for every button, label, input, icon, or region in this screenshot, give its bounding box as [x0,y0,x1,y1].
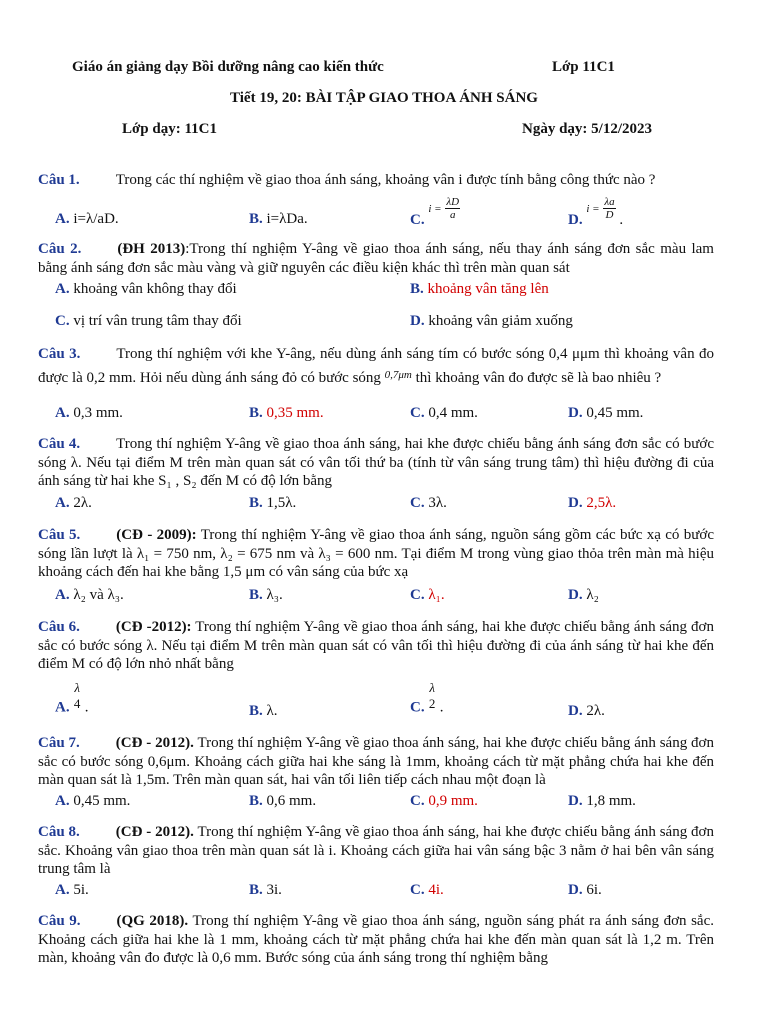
option-label: A. [55,882,70,898]
option-label: B. [249,211,263,227]
option-label: B. [249,703,263,719]
option-label: C. [410,699,425,716]
option-text: i=λ/aD. [73,211,119,227]
option-label: D. [410,313,425,329]
option-text-correct: 0,35 mm. [266,405,324,421]
option-text: 1,8 mm. [586,793,636,809]
question-source: (ĐH 2013) [117,241,186,257]
option-7d[interactable] [568,792,636,810]
question-text: Trong thí nghiệm Y-âng về giao thoa ánh sáng, nguồn sáng phát ra ánh sáng đơn sắc. Khoảng cách giữa hai khe là 1 mm, khoảng cách từ mặt phẳng chứa hai khe đến màn quan sát là 1,2 m. Trên màn, khoảng vân đo được là 0,6 mm. Bước sóng của ánh sáng trong thí nghiệm bằng [38,913,714,966]
option-text: 1,5λ. [266,495,297,511]
option-2a[interactable] [55,280,237,298]
question-source: (CĐ - 2009): [116,527,197,543]
question-label: Câu 3. [38,346,81,362]
option-label: C. [410,587,425,603]
question-5 [38,526,714,582]
formula-prefix: i = [586,202,600,215]
option-text-correct: λ₁. [428,587,445,603]
option-label: A. [55,281,70,297]
option-label: C. [410,793,425,809]
date-label: Ngày dạy: 5/12/2023 [522,121,653,137]
option-text: 6i. [586,882,602,898]
option-text: 0,6 mm. [266,793,317,809]
option-label: D. [568,793,583,809]
option-text-correct: khoảng vân tăng lên [427,281,549,297]
fraction-numerator: λa [604,196,615,208]
option-label: B. [249,793,263,809]
option-7b[interactable] [249,792,316,810]
question-text: Trong thí nghiệm Y-âng về giao thoa ánh sáng, nguồn sáng gồm các bức xạ có bước sóng lần lượt là λ₁ = 750 nm, λ₂ = 675 nm và λ₃ = 600 nm. Tại điểm M trong vùng giao thỏa trên màn mà hiệu khoảng cách đến hai khe bằng 1,5 μm có vân sáng của bức xạ [38,527,714,580]
question-4 [38,435,714,491]
class-label: Lớp dạy: 11C1 [122,121,217,137]
option-text-correct: 0,9 mm. [428,793,478,809]
option-text: khoảng vân không thay đổi [73,281,237,297]
header-subject: Giáo án giảng dạy Bồi dưỡng nâng cao kiến thức [72,59,384,75]
question-7 [38,734,714,790]
formula-fraction [603,196,615,221]
option-label: D. [568,405,583,421]
option-label: A. [55,211,70,227]
option-3b[interactable] [249,404,324,422]
option-label: A. [55,699,70,716]
formula-prefix: i = [428,202,442,215]
option-text: khoảng vân giảm xuống [428,313,573,329]
question-label: Câu 4. [38,436,81,452]
option-3c[interactable] [410,404,478,422]
option-label: D. [568,882,583,898]
question-9 [38,912,714,968]
option-3d[interactable] [568,404,643,422]
option-1b[interactable] [249,210,308,228]
option-label: C. [410,882,425,898]
option-text: 0,45 mm. [586,405,644,421]
option-8b[interactable] [249,881,282,899]
question-text: Trong thí nghiệm với khe Y-âng, nếu dùng ánh sáng tím có bước sóng 0,4 μμm thì khoảng vân đo được là 0,2 mm. Hỏi nếu dùng ánh sáng đỏ có bước sóng [38,346,714,386]
option-label: A. [55,587,70,603]
option-3a[interactable] [55,404,123,422]
question-source: (CĐ - 2012). [115,735,194,751]
option-text: λ₃. [266,587,283,603]
option-7a[interactable] [55,792,130,810]
option-4a[interactable] [55,494,92,512]
question-text: Trong các thí nghiệm về giao thoa ánh sáng, khoảng vân i được tính bằng công thức nào ? [115,172,656,188]
option-5d[interactable] [568,586,599,604]
option-text: λ. [266,703,278,719]
option-text: 0,4 mm. [428,405,478,421]
option-text: vị trí vân trung tâm thay đổi [73,313,242,329]
question-text: Trong thí nghiệm Y-âng về giao thoa ánh sáng, hai khe được chiếu bằng ánh sáng đơn sắc có bước sóng λ. Nếu tại điểm M trên màn quan sát có vân tối thì hiệu đường đi của ánh sáng từ hai khe đến điểm M có độ lớn nhỏ nhất bằng [38,619,714,672]
question-label: Câu 6. [38,619,80,635]
option-1c[interactable] [410,196,460,228]
question-label: Câu 8. [38,824,80,840]
option-text: 3i. [266,882,282,898]
option-label: D. [568,703,583,719]
page-title: Tiết 19, 20: BÀI TẬP GIAO THOA ÁNH SÁNG [230,90,538,106]
option-6a[interactable]: A. λ 4 . [55,680,89,716]
question-3 [38,344,714,388]
option-5b[interactable] [249,586,283,604]
option-label: A. [55,405,70,421]
question-label: Câu 9. [38,913,81,929]
option-5c[interactable] [410,586,445,604]
option-2c[interactable] [55,312,242,330]
option-8c[interactable] [410,881,444,899]
question-text-continued: thì khoảng vân đo được sẽ là bao nhiêu ? [415,369,662,386]
option-text: 2λ. [73,495,92,511]
option-label: A. [55,495,70,511]
option-4b[interactable] [249,494,296,512]
question-label: Câu 2. [38,241,82,257]
option-8d[interactable] [568,881,602,899]
option-label: B. [410,281,424,297]
option-label: C. [410,405,425,421]
fraction-numerator: λ [74,680,80,695]
option-1a[interactable] [55,210,119,228]
option-text: 2λ. [586,703,605,719]
option-2b[interactable] [410,280,549,298]
header-class: Lớp 11C1 [552,59,615,75]
question-8 [38,823,714,879]
option-label: D. [568,211,583,228]
question-label: Câu 7. [38,735,80,751]
option-text: i=λDa. [266,211,308,227]
formula-fraction [428,680,436,712]
fraction-denominator: 4 [73,696,81,711]
option-text: λ₂ [586,587,599,603]
option-text-correct: 4i. [428,882,444,898]
option-text: 5i. [73,882,89,898]
option-label: C. [410,211,425,228]
question-source: (QG 2018). [116,913,189,929]
question-text: Trong thí nghiệm Y-âng về giao thoa ánh sáng, hai khe được chiếu bằng ánh sáng đơn sắc có bước sóng 0,6μm. Khoảng cách giữa hai khe sáng là 1mm, khoảng cách từ mặt phẳng chứa hai khe đến màn quan sát là 1,5m. Trên màn quan sát, hai vân tối liên tiếp cách nhau một đoạn là [38,735,714,788]
option-label: D. [568,495,583,511]
option-text: 3λ. [428,495,447,511]
option-text: λ₂ và λ₃. [73,587,124,603]
question-text: :Trong thí nghiệm Y-âng về giao thoa ánh sáng, nếu thay ánh sáng đơn sắc màu lam bằng ánh sáng đơn sắc màu vàng và giữ nguyên các điều kiện khác thì trên màn quan sát [38,241,714,276]
option-label: D. [568,587,583,603]
question-label: Câu 1. [38,172,80,188]
question-6 [38,618,714,674]
fraction-numerator: λ [429,680,435,695]
option-label: B. [249,882,263,898]
option-text: 0,45 mm. [73,793,131,809]
question-source: (CĐ - 2012). [115,824,194,840]
fraction-denominator: a [449,209,456,221]
fraction-numerator: λD [446,196,460,208]
option-label: C. [410,495,425,511]
option-label: B. [249,495,263,511]
option-text-correct: 2,5λ. [586,495,617,511]
question-1 [38,171,714,190]
option-6c[interactable]: C. λ 2 . [410,680,444,716]
question-text: Trong thí nghiệm Y-âng về giao thoa ánh sáng, hai khe được chiếu bằng ánh sáng đơn sắc có bước sóng λ. Nếu tại điểm M trên màn quan sát có vân tối thứ ba (tính từ vân sáng trung tâm) thì hiệu đường đi của ánh sáng từ hai khe S₁ , S₂ đến M có độ lớn bằng [38,436,714,489]
option-6b[interactable] [249,702,278,720]
option-label: B. [249,405,263,421]
option-label: C. [55,313,70,329]
option-text: 0,3 mm. [73,405,123,421]
question-source: (CĐ -2012): [115,619,192,635]
question-2 [38,240,714,277]
option-4c[interactable] [410,494,447,512]
fraction-denominator: D [605,209,614,221]
option-4d[interactable] [568,494,616,512]
option-7c[interactable] [410,792,478,810]
option-5a[interactable] [55,586,124,604]
option-label: B. [249,587,263,603]
option-8a[interactable] [55,881,89,899]
formula-fraction [73,680,81,712]
formula-fraction [445,196,460,221]
option-label: A. [55,793,70,809]
fraction-denominator: 2 [428,696,436,711]
option-2d[interactable] [410,312,573,330]
question-text: Trong thí nghiệm Y-âng về giao thoa ánh sáng, hai khe được chiếu bằng ánh sáng đơn sắc. Khoảng vân giao thoa trên màn quan sát là i. Khoảng cách giữa hai vân sáng bậc 3 nằm ở hai bên vân sáng trung tâm là [38,824,714,877]
inline-wavelength: 0,7μm [384,368,412,381]
question-label: Câu 5. [38,527,81,543]
option-1d[interactable]: D. i = $\frac{\lambda a}{D}$ . [568,196,624,228]
option-6d[interactable] [568,702,605,720]
